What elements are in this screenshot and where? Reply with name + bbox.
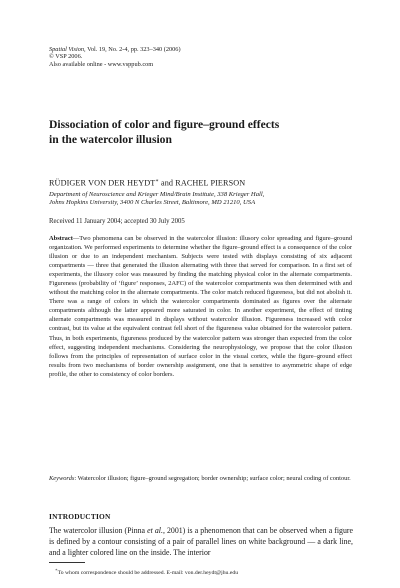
journal-header [49, 46, 181, 68]
paper-title-line-2: in the watercolor illusion [49, 133, 172, 146]
paper-title [49, 117, 369, 147]
intro-et-al: et al. [147, 526, 163, 535]
keywords-text: : Watercolor illusion; figure–ground segregation; border ownership; surface color; neural coding of contour. [74, 475, 351, 482]
abstract-text: —Two phenomena can be observed in the watercolor illusion: illusory color spreading and figure–ground organization. We performed experiments to determine whether the figure–ground effect is a consequence of the color illusion or due to an independent mechanism. Subjects were tested with displays consisting of six adjacent compartments — three that generated the illusion alternating with three that served for comparison. In a first set of experiments, the illusory color was measured by finding the matching physical color in the alternate compartments. Figureness (probability of ‘figure’ responses, 2AFC) of the watercolor compartments was then determined with and without the matching color in the alternate compartments. The color match reduced figureness, but did not abolish it. There was a range of colors in which the watercolor compartments dominated as figures over the alternate compartments although the latter appeared more saturated in color. In another experiment, the effect of tinting alternate compartments was measured in displays without watercolor illusion. Figureness increased with color contrast, but its value at the equivalent contrast fell short of the figureness value obtained for the watercolor pattern. Thus, in both experiments, figureness produced by the watercolor pattern was stronger than expected from the color effect, suggesting independent mechanisms. Considering the neurophysiology, we propose that the color illusion follows from the principles of representation of surface color in the visual cortex, while the figure–ground effect results from two mechanisms of border ownership assignment, one that is sensitive to asymmetric shape of edge profile, the other to consistency of color borders. [49, 235, 352, 378]
author-second: and RACHEL PIERSON [158, 178, 246, 188]
footnote [55, 567, 238, 576]
footnote-text: To whom correspondence should be addressed. E-mail: von.der.heydt@jhu.edu [57, 569, 239, 576]
paper-title-line-1: Dissociation of color and figure–ground effects [49, 118, 280, 131]
authors [49, 178, 245, 188]
footnote-divider [49, 562, 85, 563]
intro-text-start: The watercolor illusion (Pinna [49, 526, 148, 535]
intro-text-end: , 2001) is a phenomenon that can be observed when a figure is defined by a contour consisting of a pair of parallel lines on white background — a dark line, and a lighter colored line on the inside. The interior [49, 526, 353, 557]
affiliation-line-1: Department of Neuroscience and Krieger Mind/Brain Institute, 338 Krieger Hall, [49, 191, 265, 198]
author-footnote-marker: ∗ [155, 179, 159, 184]
introduction-paragraph [49, 526, 353, 559]
journal-copyright: © VSP 2006. [49, 53, 83, 61]
abstract-label: Abstract [49, 235, 73, 242]
keywords-label: Keywords [49, 475, 75, 482]
journal-name: Spatial Vision [49, 46, 85, 53]
received-dates: Received 11 January 2004; accepted 30 July 2005 [49, 218, 185, 225]
journal-online: Also available online - www.vsppub.com [49, 60, 154, 68]
keywords [49, 474, 352, 483]
section-heading-introduction: INTRODUCTION [49, 512, 111, 521]
affiliation [49, 191, 349, 208]
footnote-marker: ∗ [55, 567, 58, 572]
abstract [49, 234, 352, 379]
affiliation-line-2: Johns Hopkins University, 3400 N Charles Street, Baltimore, MD 21210, USA [49, 199, 256, 207]
journal-citation [49, 46, 181, 53]
author-first: RÜDIGER VON DER HEYDT [49, 178, 156, 188]
journal-volume-info: , Vol. 19, No. 2-4, pp. 323–340 (2006) [84, 46, 181, 53]
